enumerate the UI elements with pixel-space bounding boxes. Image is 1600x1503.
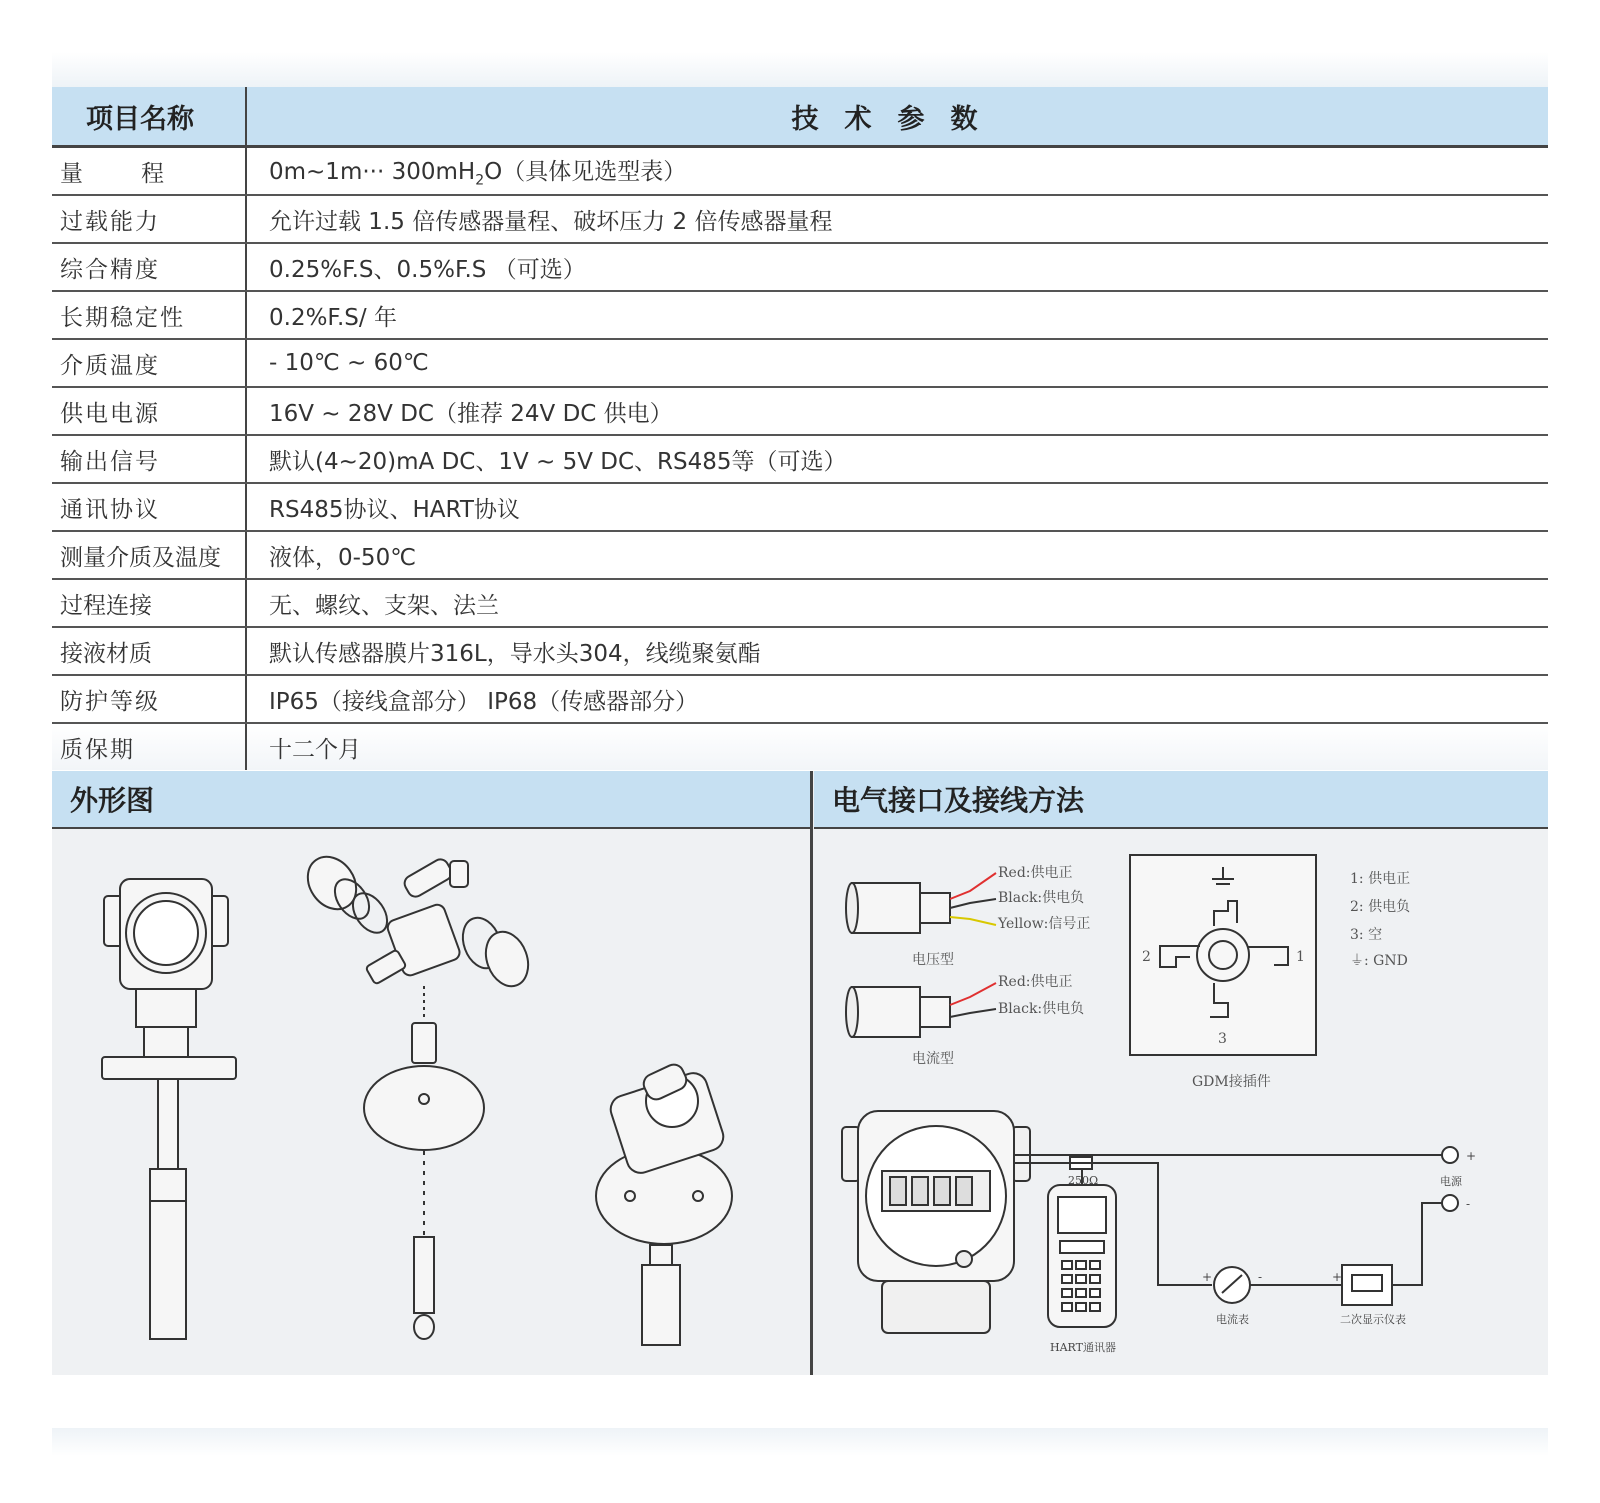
row-value-part: O（具体见选型表） [484,159,687,186]
resistor-label: 250Ω [1068,1174,1099,1187]
table-row [52,676,1548,724]
voltage-wire-yellow: Yellow:信号正 [998,916,1091,932]
ammeter-icon [1214,1267,1250,1303]
voltage-wire-black: Black:供电负 [998,890,1085,906]
connector-pin-2: 2 [1142,949,1151,965]
row-label: 接液材质 [52,628,247,674]
current-wire-black: Black:供电负 [998,1001,1085,1017]
table-row [52,340,1548,388]
row-value: 十二个月 [269,736,361,763]
ammeter-minus: - [1258,1270,1263,1284]
transmitter-flange-drawing-angled [596,1061,732,1345]
row-label: 介质温度 [52,340,247,386]
ammeter-label: 电流表 [1216,1313,1249,1326]
row-value: - 10℃ ~ 60℃ [269,350,429,376]
table-row [52,484,1548,532]
panel-drawings [52,771,1548,1375]
transmitter-flange-drawing [102,879,236,1339]
row-value: IP65（接线盒部分） IP68（传感器部分） [269,688,699,715]
power-plus: + [1466,1149,1477,1163]
row-value: 0.2%F.S/ 年 [269,304,397,331]
row-value: 默认(4~20)mA DC、1V ~ 5V DC、RS485等（可选） [269,448,847,475]
row-value: RS485协议、HART协议 [269,496,520,523]
header-tech-params: 技术参数 [791,103,1004,135]
row-label: 过程连接 [52,580,247,626]
outline-drawing-title: 外形图 [52,771,810,829]
secondary-display-icon [1342,1265,1392,1305]
gdm-connector-drawing [1130,855,1316,1055]
row-label: 过载能力 [52,196,247,242]
row-label: 综合精度 [52,244,247,290]
row-value: 默认传感器膜片316L，导水头304，线缆聚氨酯 [269,640,761,667]
row-value: 16V ~ 28V DC（推荐 24V DC 供电） [269,400,673,427]
bottom-fade-band [52,1428,1548,1456]
current-cable-drawing [846,983,996,1037]
row-label: 长期稳定性 [52,292,247,338]
power-minus: - [1466,1197,1471,1211]
row-label: 质保期 [52,724,247,770]
display-label: 二次显示仪表 [1340,1313,1406,1326]
table-row [52,532,1548,580]
row-value: 无、螺纹、支架、法兰 [269,592,499,619]
spec-table-header [52,87,1548,148]
voltage-caption: 电压型 [912,952,954,968]
voltage-wire-red: Red:供电正 [998,865,1073,881]
spec-table [52,87,1548,770]
pin-legend-3: 3: 空 [1350,927,1383,943]
wiring-title: 电气接口及接线方法 [814,771,1548,829]
table-row [52,196,1548,244]
voltage-cable-drawing [846,873,996,933]
current-wire-red: Red:供电正 [998,974,1073,990]
connector-caption: GDM接插件 [1192,1074,1271,1090]
row-label: 测量介质及温度 [52,532,247,578]
transmitter-terminal-drawing [842,1111,1030,1333]
hart-label: HART通讯器 [1050,1341,1116,1354]
display-plus: + [1332,1270,1343,1284]
row-value-subscript: 2 [475,172,485,189]
top-fade-band [52,52,1548,87]
table-row [52,148,1548,196]
row-label: 供电电源 [52,388,247,434]
row-label-part: 程 [141,160,164,187]
pin-legend-2: 2: 供电负 [1350,899,1411,915]
table-row [52,436,1548,484]
power-label: 电源 [1440,1175,1462,1188]
row-value [247,153,1548,189]
row-label: 防护等级 [52,676,247,722]
row-label [52,148,247,194]
table-row [52,580,1548,628]
row-value-part: 0m~1m··· 300mH [269,159,476,186]
exploded-cable-drawing [298,847,535,1339]
row-value: 允许过载 1.5 倍传感器量程、破坏压力 2 倍传感器量程 [269,208,833,235]
drawing-panels [52,771,1548,1375]
current-caption: 电流型 [912,1051,954,1067]
connector-pin-3: 3 [1218,1031,1227,1047]
pin-legend-1: 1: 供电正 [1350,871,1411,887]
pin-legend-gnd: ⏚: GND [1350,953,1408,969]
ammeter-plus: + [1202,1270,1213,1284]
row-label: 通讯协议 [52,484,247,530]
row-value: 液体，0-50℃ [269,544,417,571]
table-row [52,244,1548,292]
connector-pin-1: 1 [1296,949,1305,965]
table-row [52,388,1548,436]
table-row [52,628,1548,676]
row-label: 输出信号 [52,436,247,482]
row-value: 0.25%F.S、0.5%F.S （可选） [269,256,586,283]
header-item-name: 项目名称 [52,87,247,145]
row-label-part: 量 [60,160,83,187]
table-row [52,724,1548,770]
table-row [52,292,1548,340]
